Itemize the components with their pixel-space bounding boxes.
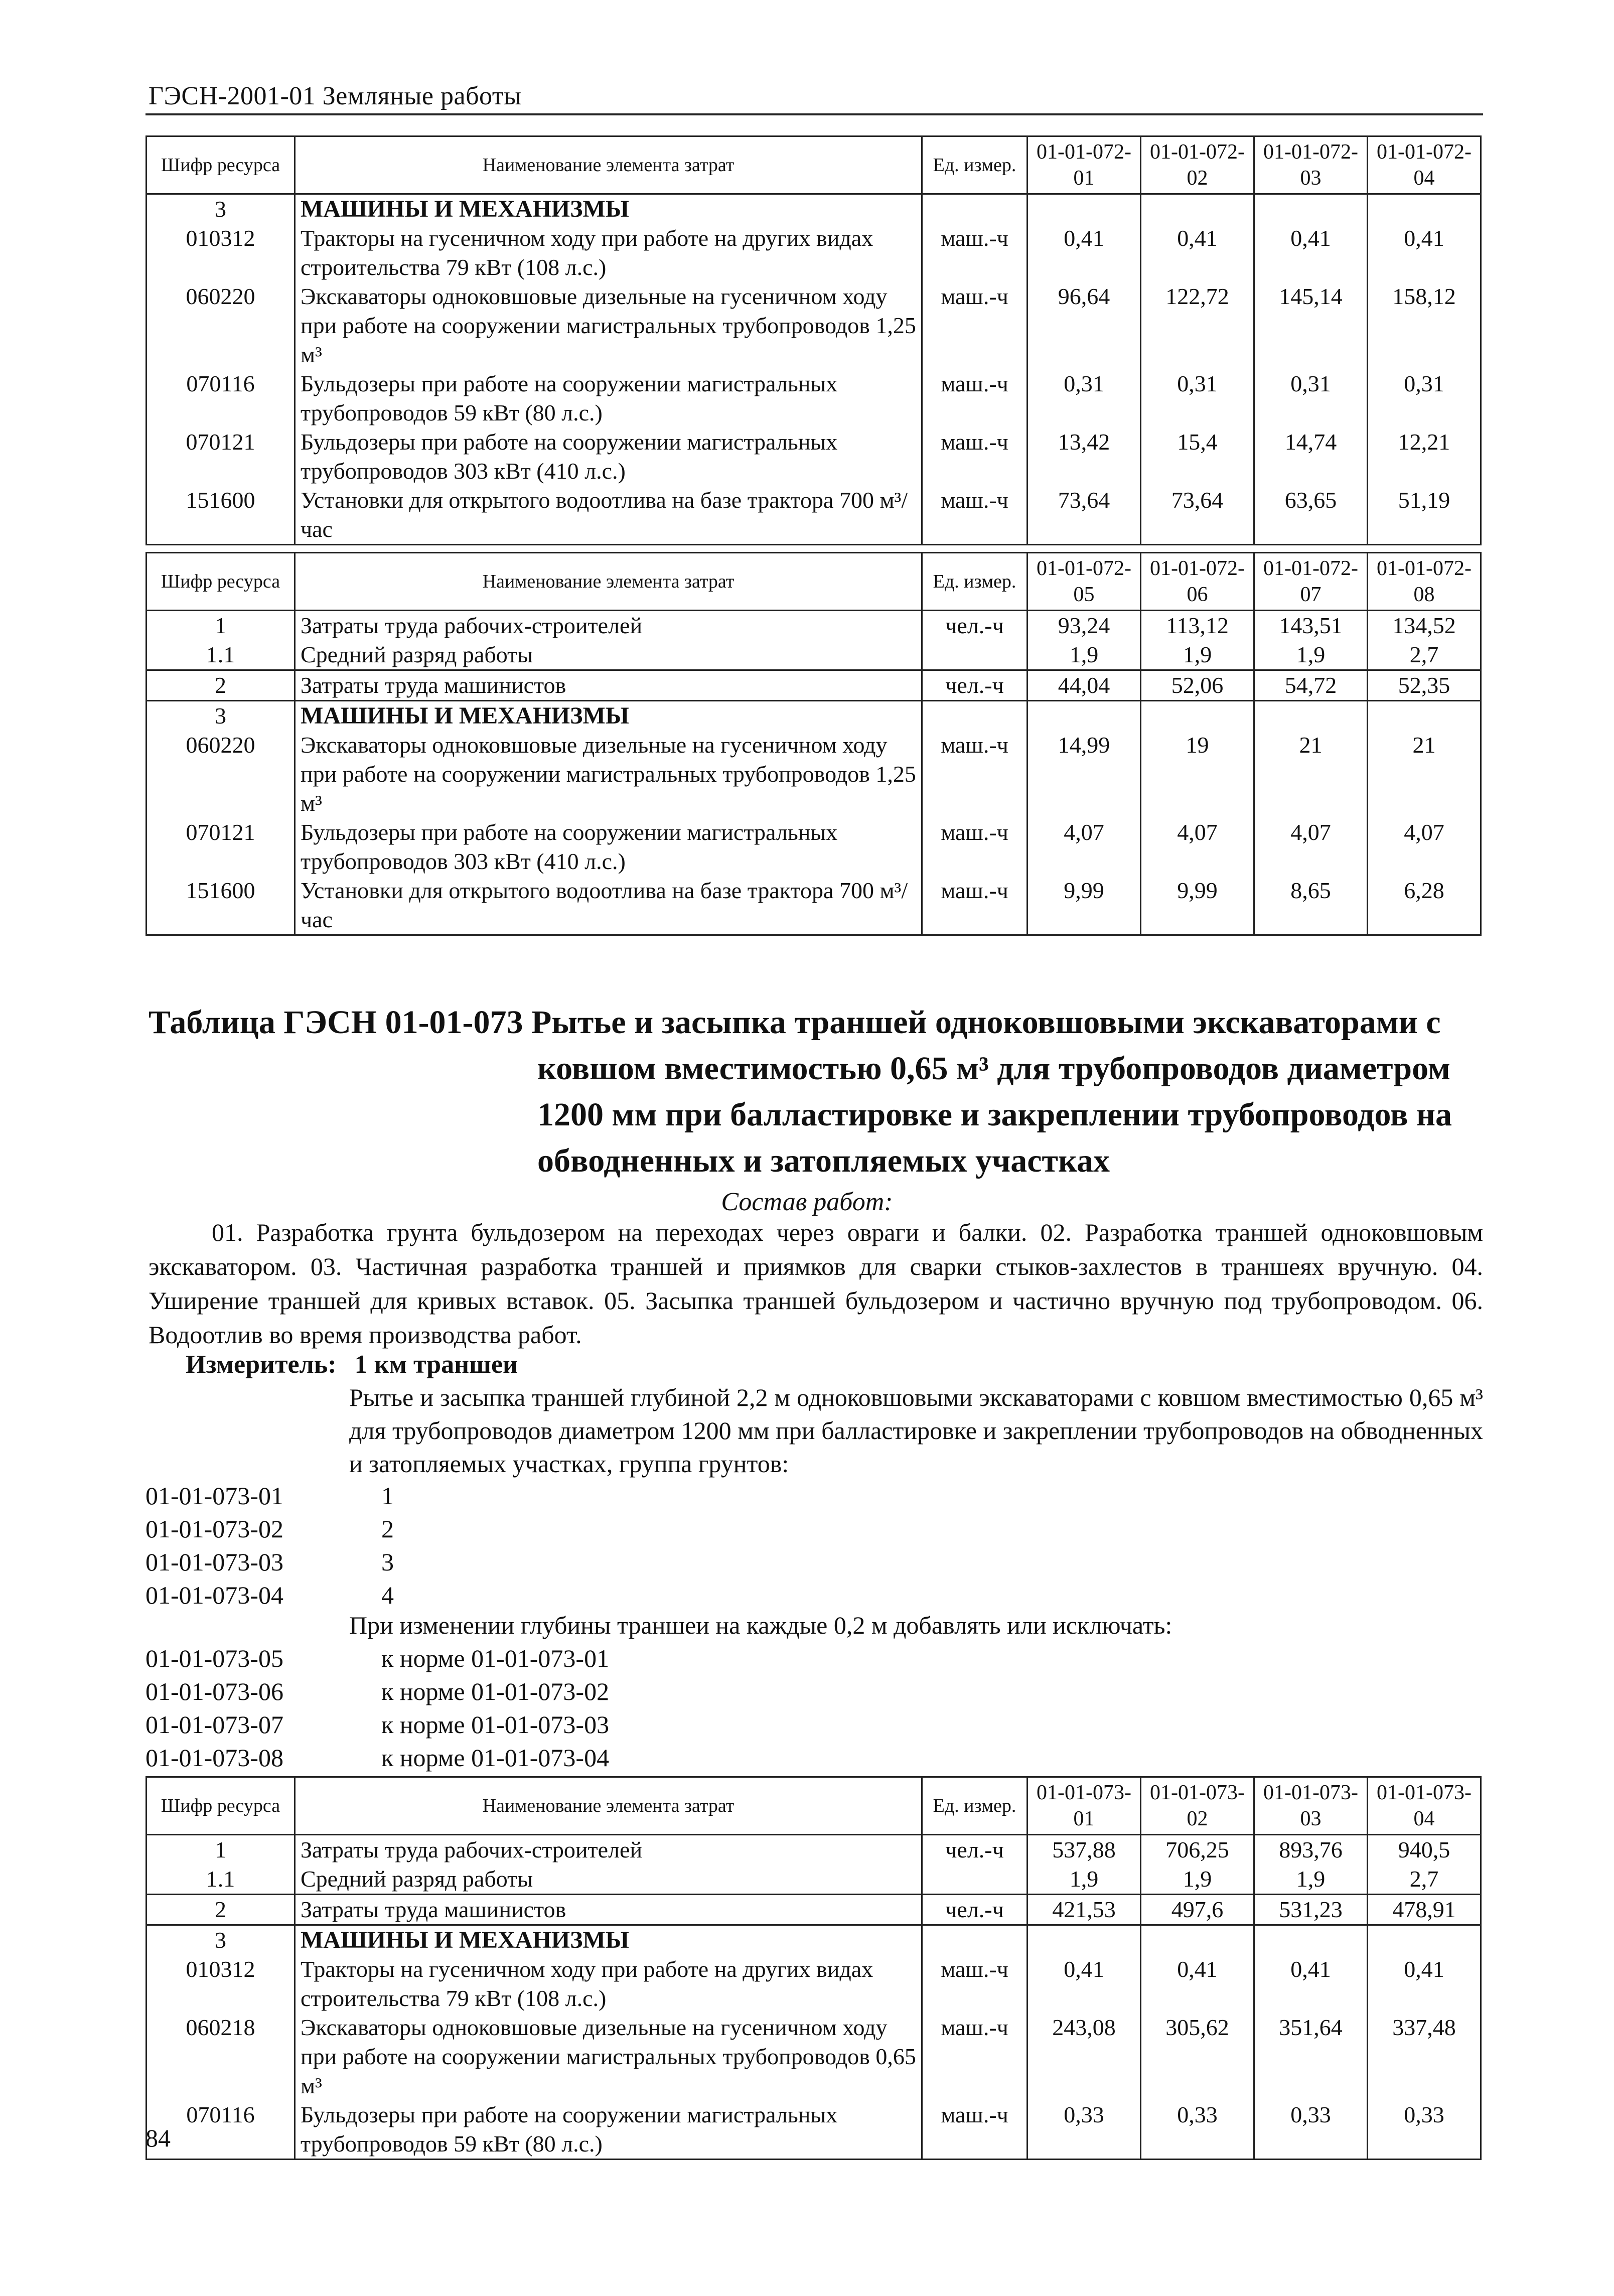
resource-table-072-05-08	[145, 552, 1482, 936]
resource-unit	[922, 1864, 1028, 1895]
resource-value: 0,41	[1254, 224, 1368, 282]
resource-value: 0,33	[1141, 2100, 1254, 2160]
header-norm-code: 01-01-073-01	[1028, 1777, 1141, 1835]
resource-value: 14,74	[1254, 427, 1368, 486]
code-list-row	[145, 1545, 394, 1578]
resource-code: 070116	[146, 369, 295, 427]
resource-code: 151600	[146, 486, 295, 545]
resource-value: 531,23	[1254, 1895, 1368, 1925]
norm-code: 01-01-073-02	[145, 1515, 283, 1543]
header-code: Шифр ресурса	[146, 553, 295, 611]
resource-name: Тракторы на гусеничном ходу при работе на других видах строительства 79 кВт (108 л.с.)	[295, 224, 922, 282]
code-list-row	[145, 1578, 394, 1612]
resource-value: 12,21	[1368, 427, 1481, 486]
resource-value: 706,25	[1141, 1835, 1254, 1865]
header-unit: Ед. измер.	[922, 136, 1028, 194]
resource-unit: маш.-ч	[922, 369, 1028, 427]
norm-code: 01-01-073-01	[145, 1482, 283, 1510]
resource-value: 73,64	[1028, 486, 1141, 545]
norm-code: 01-01-073-08	[145, 1744, 283, 1772]
resource-name: Бульдозеры при работе на сооружении магистральных трубопроводов 303 кВт (410 л.с.)	[295, 427, 922, 486]
header-norm-code: 01-01-072-08	[1368, 553, 1481, 611]
resource-unit: маш.-ч	[922, 818, 1028, 876]
resource-code: 1	[146, 611, 295, 641]
norm-value: 3	[381, 1548, 394, 1576]
header-name: Наименование элемента затрат	[295, 136, 922, 194]
resource-value: 305,62	[1141, 2013, 1254, 2100]
resource-value	[1141, 701, 1254, 731]
table-header-row	[146, 553, 1481, 611]
table-row	[146, 427, 1481, 486]
resource-value: 6,28	[1368, 876, 1481, 935]
table-row	[146, 1864, 1481, 1895]
section-title-line: обводненных и затопляемых участках	[537, 1142, 1110, 1179]
page-number: 84	[145, 2124, 171, 2152]
resource-code: 1	[146, 1835, 295, 1865]
code-list-row	[145, 1741, 609, 1774]
resource-value: 93,24	[1028, 611, 1141, 641]
resource-value: 2,7	[1368, 1864, 1481, 1895]
code-list-row	[145, 1642, 609, 1675]
norm-value: 4	[381, 1581, 394, 1609]
resource-name: Установки для открытого водоотлива на базе трактора 700 м³/час	[295, 486, 922, 545]
resource-code: 060218	[146, 2013, 295, 2100]
table-row	[146, 2013, 1481, 2100]
resource-value	[1141, 194, 1254, 224]
resource-name: Экскаваторы одноковшовые дизельные на гусеничном ходу при работе на сооружении магистральных трубопроводов 1,25 м³	[295, 731, 922, 818]
resource-value: 351,64	[1254, 2013, 1368, 2100]
resource-name: МАШИНЫ И МЕХАНИЗМЫ	[295, 701, 922, 731]
resource-value: 113,12	[1141, 611, 1254, 641]
resource-value: 73,64	[1141, 486, 1254, 545]
norm-value: к норме 01-01-073-01	[381, 1644, 610, 1672]
resource-name: Экскаваторы одноковшовые дизельные на гусеничном ходу при работе на сооружении магистральных трубопроводов 0,65 м³	[295, 2013, 922, 2100]
resource-value: 940,5	[1368, 1835, 1481, 1865]
resource-value: 4,07	[1028, 818, 1141, 876]
header-code: Шифр ресурса	[146, 1777, 295, 1835]
resource-value: 15,4	[1141, 427, 1254, 486]
header-norm-code: 01-01-072-05	[1028, 553, 1141, 611]
resource-value	[1368, 1925, 1481, 1955]
measure	[186, 1350, 518, 1379]
resource-value: 4,07	[1254, 818, 1368, 876]
resource-value: 0,41	[1141, 1955, 1254, 2013]
resource-value: 0,41	[1028, 1955, 1141, 2013]
resource-unit	[922, 640, 1028, 670]
table-row	[146, 611, 1481, 641]
resource-code: 2	[146, 1895, 295, 1925]
resource-code: 010312	[146, 1955, 295, 2013]
work-composition-text: 01. Разработка грунта бульдозером на переходах через овраги и балки. 02. Разработка траншей одноковшовым экскаватором. 03. Частичная разработка траншей и приямков для сварки стыков-захлестов в траншеях вручную. 04. Уширение траншей для кривых вставок. 05. Засыпка траншей бульдозером и частично вручную под трубопроводом. 06. Водоотлив во время производства работ.	[149, 1218, 1483, 1349]
resource-value: 143,51	[1254, 611, 1368, 641]
norm-value: к норме 01-01-073-04	[381, 1744, 610, 1772]
header-code: Шифр ресурса	[146, 136, 295, 194]
section-row	[146, 701, 1481, 731]
resource-value: 0,41	[1254, 1955, 1368, 2013]
norm-code: 01-01-073-04	[145, 1581, 283, 1609]
resource-table-072-01-04	[145, 135, 1482, 545]
resource-unit: чел.-ч	[922, 611, 1028, 641]
resource-name: Затраты труда машинистов	[295, 1895, 922, 1925]
resource-value: 1,9	[1028, 1864, 1141, 1895]
resource-value: 2,7	[1368, 640, 1481, 670]
depth-change-note: При изменении глубины траншеи на каждые 0,2 м добавлять или исключать:	[349, 1611, 1172, 1639]
resource-code: 060220	[146, 731, 295, 818]
table-row	[146, 486, 1481, 545]
resource-unit: маш.-ч	[922, 224, 1028, 282]
resource-value	[1368, 194, 1481, 224]
resource-value: 1,9	[1254, 1864, 1368, 1895]
header-norm-code: 01-01-072-07	[1254, 553, 1368, 611]
resource-value	[1141, 1925, 1254, 1955]
resource-unit	[922, 1925, 1028, 1955]
work-composition-title: Состав работ:	[721, 1188, 893, 1216]
header-name: Наименование элемента затрат	[295, 1777, 922, 1835]
resource-value: 21	[1254, 731, 1368, 818]
resource-name: МАШИНЫ И МЕХАНИЗМЫ	[295, 1925, 922, 1955]
section-title-line: Таблица ГЭСН 01-01-073 Рытье и засыпка траншей одноковшовыми экскаваторами с	[149, 1004, 1441, 1041]
resource-code: 151600	[146, 876, 295, 935]
resource-unit: чел.-ч	[922, 1895, 1028, 1925]
norm-code: 01-01-073-06	[145, 1677, 283, 1705]
resource-value: 52,35	[1368, 670, 1481, 701]
section-title-line: ковшом вместимостью 0,65 м³ для трубопроводов диаметром	[537, 1050, 1450, 1087]
resource-code: 3	[146, 194, 295, 224]
running-head: ГЭСН-2001-01 Земляные работы	[149, 82, 522, 110]
resource-unit	[922, 701, 1028, 731]
soil-group-list	[145, 1479, 394, 1612]
measure-label: Измеритель:	[186, 1350, 337, 1379]
resource-value: 1,9	[1141, 1864, 1254, 1895]
resource-name: Затраты труда рабочих-строителей	[295, 1835, 922, 1865]
resource-name: Бульдозеры при работе на сооружении магистральных трубопроводов 59 кВт (80 л.с.)	[295, 2100, 922, 2160]
resource-value: 4,07	[1141, 818, 1254, 876]
norm-code: 01-01-073-05	[145, 1644, 283, 1672]
header-name: Наименование элемента затрат	[295, 553, 922, 611]
header-divider	[145, 113, 1483, 115]
norm-description: Рытье и засыпка траншей глубиной 2,2 м одноковшовыми экскаваторами с ковшом вместимостью 0,65 м³ для трубопроводов диаметром 1200 мм при балластировке и закреплении трубопроводов на обводненных и затопляемых участках, группа грунтов:	[349, 1383, 1483, 1478]
table-row	[146, 731, 1481, 818]
resource-code: 060220	[146, 282, 295, 369]
resource-table-073-01-04	[145, 1776, 1482, 2160]
resource-value	[1254, 194, 1368, 224]
resource-value: 8,65	[1254, 876, 1368, 935]
resource-value	[1028, 1925, 1141, 1955]
resource-code: 010312	[146, 224, 295, 282]
resource-value: 134,52	[1368, 611, 1481, 641]
resource-unit: маш.-ч	[922, 486, 1028, 545]
resource-name: Бульдозеры при работе на сооружении магистральных трубопроводов 59 кВт (80 л.с.)	[295, 369, 922, 427]
resource-name: Бульдозеры при работе на сооружении магистральных трубопроводов 303 кВт (410 л.с.)	[295, 818, 922, 876]
resource-name: Установки для открытого водоотлива на базе трактора 700 м³/час	[295, 876, 922, 935]
resource-value: 893,76	[1254, 1835, 1368, 1865]
header-norm-code: 01-01-073-04	[1368, 1777, 1481, 1835]
norm-value: 1	[381, 1482, 394, 1510]
table-row	[146, 1895, 1481, 1925]
resource-unit: маш.-ч	[922, 2013, 1028, 2100]
resource-code: 070121	[146, 427, 295, 486]
table-header-row	[146, 1777, 1481, 1835]
table-row	[146, 1835, 1481, 1865]
table-row	[146, 670, 1481, 701]
resource-value: 478,91	[1368, 1895, 1481, 1925]
resource-value	[1254, 701, 1368, 731]
resource-value: 0,33	[1028, 2100, 1141, 2160]
resource-code: 2	[146, 670, 295, 701]
resource-unit: маш.-ч	[922, 876, 1028, 935]
resource-code: 070121	[146, 818, 295, 876]
resource-value: 0,33	[1254, 2100, 1368, 2160]
resource-value: 52,06	[1141, 670, 1254, 701]
resource-value: 145,14	[1254, 282, 1368, 369]
header-norm-code: 01-01-073-03	[1254, 1777, 1368, 1835]
resource-unit: маш.-ч	[922, 2100, 1028, 2160]
measure-value: 1 км траншеи	[354, 1350, 518, 1379]
table-row	[146, 369, 1481, 427]
resource-unit: маш.-ч	[922, 427, 1028, 486]
resource-value: 0,31	[1141, 369, 1254, 427]
header-norm-code: 01-01-072-01	[1028, 136, 1141, 194]
resource-name: МАШИНЫ И МЕХАНИЗМЫ	[295, 194, 922, 224]
resource-value: 14,99	[1028, 731, 1141, 818]
table-row	[146, 2100, 1481, 2160]
table-row	[146, 224, 1481, 282]
norm-code: 01-01-073-07	[145, 1710, 283, 1739]
table-row	[146, 818, 1481, 876]
norm-value: 2	[381, 1515, 394, 1543]
table-row	[146, 640, 1481, 670]
resource-value: 4,07	[1368, 818, 1481, 876]
table-row	[146, 282, 1481, 369]
resource-value: 0,41	[1028, 224, 1141, 282]
resource-name: Экскаваторы одноковшовые дизельные на гусеничном ходу при работе на сооружении магистральных трубопроводов 1,25 м³	[295, 282, 922, 369]
resource-value: 0,41	[1368, 224, 1481, 282]
resource-value: 0,33	[1368, 2100, 1481, 2160]
resource-value: 1,9	[1141, 640, 1254, 670]
resource-code: 3	[146, 1925, 295, 1955]
resource-code: 070116	[146, 2100, 295, 2160]
header-unit: Ед. измер.	[922, 553, 1028, 611]
resource-value: 0,31	[1254, 369, 1368, 427]
section-row	[146, 194, 1481, 224]
section-row	[146, 1925, 1481, 1955]
norm-value: к норме 01-01-073-02	[381, 1677, 610, 1705]
resource-unit: маш.-ч	[922, 282, 1028, 369]
resource-value	[1254, 1925, 1368, 1955]
resource-unit: маш.-ч	[922, 1955, 1028, 2013]
resource-value: 1,9	[1028, 640, 1141, 670]
resource-unit: чел.-ч	[922, 670, 1028, 701]
table-header-row	[146, 136, 1481, 194]
resource-value	[1368, 701, 1481, 731]
code-list-row	[145, 1708, 609, 1741]
resource-value: 0,31	[1368, 369, 1481, 427]
resource-value: 63,65	[1254, 486, 1368, 545]
resource-unit: чел.-ч	[922, 1835, 1028, 1865]
resource-code: 3	[146, 701, 295, 731]
header-norm-code: 01-01-072-02	[1141, 136, 1254, 194]
norm-value: к норме 01-01-073-03	[381, 1710, 610, 1739]
resource-value: 0,41	[1368, 1955, 1481, 2013]
resource-value: 537,88	[1028, 1835, 1141, 1865]
section-title-line: 1200 мм при балластировке и закреплении трубопроводов на	[537, 1096, 1452, 1133]
table-row	[146, 876, 1481, 935]
resource-value: 1,9	[1254, 640, 1368, 670]
resource-name: Тракторы на гусеничном ходу при работе на других видах строительства 79 кВт (108 л.с.)	[295, 1955, 922, 2013]
table-row	[146, 1955, 1481, 2013]
header-norm-code: 01-01-072-03	[1254, 136, 1368, 194]
resource-value: 421,53	[1028, 1895, 1141, 1925]
resource-value: 13,42	[1028, 427, 1141, 486]
resource-value: 54,72	[1254, 670, 1368, 701]
resource-value: 122,72	[1141, 282, 1254, 369]
code-list-row	[145, 1479, 394, 1512]
resource-value: 44,04	[1028, 670, 1141, 701]
resource-code: 1.1	[146, 640, 295, 670]
depth-change-list	[145, 1642, 609, 1774]
resource-value: 0,31	[1028, 369, 1141, 427]
header-unit: Ед. измер.	[922, 1777, 1028, 1835]
resource-value	[1028, 194, 1141, 224]
header-norm-code: 01-01-072-04	[1368, 136, 1481, 194]
resource-value: 9,99	[1028, 876, 1141, 935]
resource-value	[1028, 701, 1141, 731]
resource-unit: маш.-ч	[922, 731, 1028, 818]
resource-name: Затраты труда рабочих-строителей	[295, 611, 922, 641]
resource-value: 21	[1368, 731, 1481, 818]
resource-code: 1.1	[146, 1864, 295, 1895]
section-title	[149, 999, 1483, 1184]
resource-value: 19	[1141, 731, 1254, 818]
resource-value: 9,99	[1141, 876, 1254, 935]
header-norm-code: 01-01-073-02	[1141, 1777, 1254, 1835]
resource-value: 497,6	[1141, 1895, 1254, 1925]
resource-name: Затраты труда машинистов	[295, 670, 922, 701]
header-norm-code: 01-01-072-06	[1141, 553, 1254, 611]
resource-name: Средний разряд работы	[295, 640, 922, 670]
resource-value: 243,08	[1028, 2013, 1141, 2100]
norm-code: 01-01-073-03	[145, 1548, 283, 1576]
resource-value: 158,12	[1368, 282, 1481, 369]
resource-value: 337,48	[1368, 2013, 1481, 2100]
resource-value: 96,64	[1028, 282, 1141, 369]
resource-name: Средний разряд работы	[295, 1864, 922, 1895]
resource-unit	[922, 194, 1028, 224]
code-list-row	[145, 1675, 609, 1708]
resource-value: 0,41	[1141, 224, 1254, 282]
resource-value: 51,19	[1368, 486, 1481, 545]
code-list-row	[145, 1512, 394, 1545]
